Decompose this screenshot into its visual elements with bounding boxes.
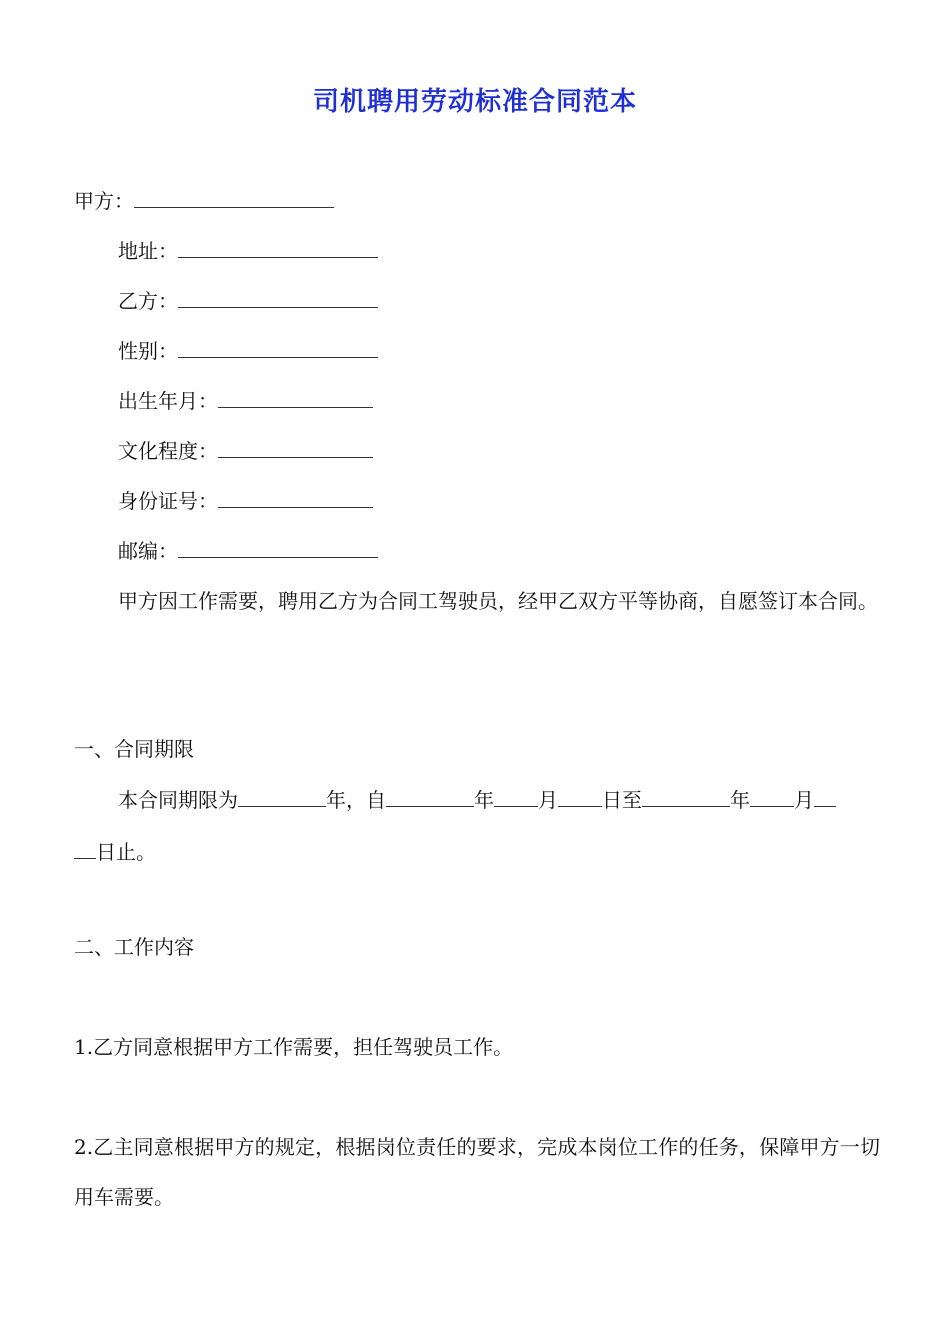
section2-item1: 1.乙方同意根据甲方工作需要，担任驾驶员工作。 [74, 1035, 514, 1059]
field-party-b [118, 286, 378, 316]
term-text-1: 本合同期限为 [118, 788, 238, 812]
term-blank-years [238, 786, 326, 807]
term-text-8: 日止。 [96, 840, 156, 864]
term-text-2: 年，自 [326, 788, 386, 812]
document-title: 司机聘用劳动标准合同范本 [312, 87, 637, 117]
field-postcode [118, 536, 378, 566]
term-blank-start-day [558, 786, 602, 807]
section2-item2: 2.乙主同意根据甲方的规定，根据岗位责任的要求，完成本岗位工作的任务，保障甲方一切用车需要。 [74, 1135, 880, 1209]
postcode-blank [178, 537, 378, 558]
field-gender-label: 性别： [118, 339, 178, 363]
intro-paragraph: 甲方因工作需要，聘用乙方为合同工驾驶员，经甲乙双方平等协商，自愿签订本合同。 [118, 589, 878, 613]
field-party-a [74, 186, 334, 216]
field-postcode-label: 邮编： [118, 539, 178, 563]
field-birth-label: 出生年月： [118, 389, 218, 413]
term-blank-end-year [642, 786, 730, 807]
id-number-blank [218, 487, 373, 508]
education-blank [218, 437, 373, 458]
term-blank-end-month [750, 786, 794, 807]
field-education-label: 文化程度： [118, 439, 218, 463]
term-blank-end-day-a [814, 786, 836, 807]
term-blank-start-year [386, 786, 474, 807]
field-gender [118, 336, 378, 366]
field-id-number [118, 486, 373, 516]
address-blank [178, 237, 378, 258]
field-address [118, 236, 378, 266]
term-text-7: 月 [794, 788, 814, 812]
birth-blank [218, 387, 373, 408]
field-party-a-label: 甲方： [74, 189, 134, 213]
term-text-4: 月 [538, 788, 558, 812]
gender-blank [178, 337, 378, 358]
section1-heading: 一、合同期限 [74, 737, 194, 761]
term-blank-end-day-b [74, 838, 96, 859]
section1-paragraph [74, 774, 880, 878]
term-text-5: 日至 [602, 788, 642, 812]
field-party-b-label: 乙方： [118, 289, 178, 313]
field-id-number-label: 身份证号： [118, 489, 218, 513]
term-text-3: 年 [474, 788, 494, 812]
field-address-label: 地址： [118, 239, 178, 263]
section2-heading: 二、工作内容 [74, 935, 194, 959]
term-blank-start-month [494, 786, 538, 807]
term-text-6: 年 [730, 788, 750, 812]
field-education [118, 436, 373, 466]
field-birth [118, 386, 373, 416]
party-b-blank [178, 287, 378, 308]
party-a-blank [134, 187, 334, 208]
